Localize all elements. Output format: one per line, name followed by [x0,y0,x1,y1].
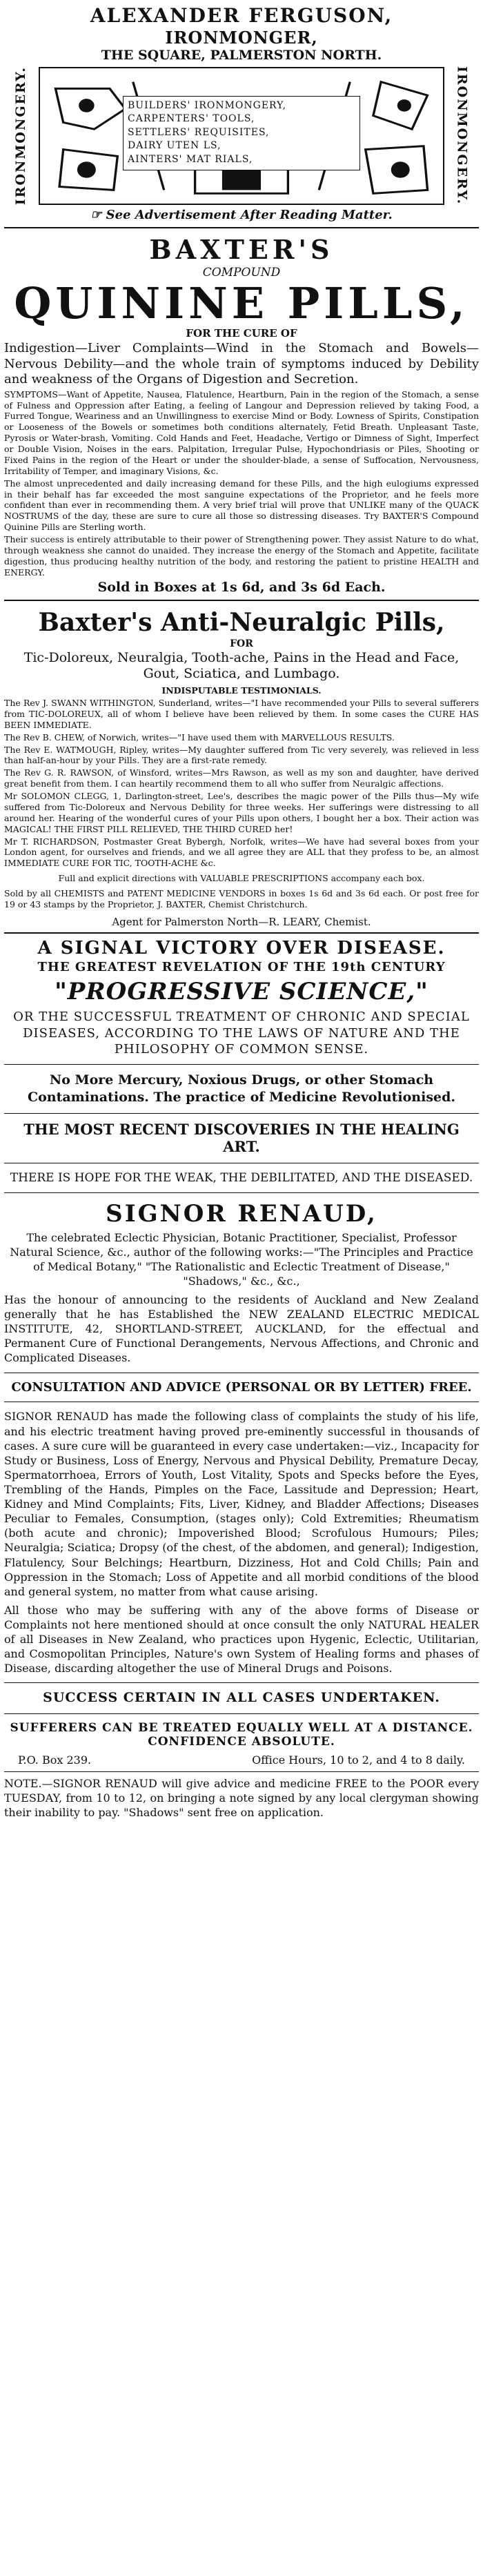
progressive-science: "PROGRESSIVE SCIENCE," [55,977,428,1005]
divider [4,1192,479,1193]
ferguson-side-label-right: IRONMONGERY. [454,66,470,206]
success-certain: SUCCESS CERTAIN IN ALL CASES UNDERTAKEN. [43,1690,440,1706]
anti-indications: Tic-Doloreux, Neuralgia, Tooth-ache, Pains in the Head and Face, Gout, Sciatica, and Lumbago. [23,649,460,682]
institute-announcement: Has the honour of announcing to the residents of Auckland and New Zealand generally that he has Established the NEW ZEALAND ELECTRIC MEDICAL INSTITUTE, 42, SHORTLAND-STREET, AUCKLAND, for the effectual and Permanent Cure of Functional Derangements, Nervous Affections, and Chronic and Complicated Diseases. [4,1292,479,1365]
quinine-indications: Indigestion—Liver Complaints—Wind in the Stomach and Bowels—Nervous Debility—and the whole train of symptoms induced by Debility and weakness of the Organs of Digestion and Secretion. [4,341,479,387]
ferguson-engraving [39,67,444,205]
directions-note: Full and explicit directions with VALUABLE PRESCRIPTIONS accompany each box. [58,873,425,884]
treatment-text: OR THE SUCCESSFUL TREATMENT OF CHRONIC AND SPECIAL DISEASES, ACCORDING TO THE LAWS OF NATURE AND THE PHILOSOPHY OF COMMON SENSE. [13,1010,470,1056]
sufferers-distance: SUFFERERS CAN BE TREATED EQUALLY WELL AT A DISTANCE. CONFIDENCE ABSOLUTE. [10,1720,473,1749]
testimonial: The Rev G. R. RAWSON, of Winsford, writes—Mrs Rawson, as well as my son and daughter, have derived great benefit from them. I can heartily recommend them to all who suffer from Neuralgic affections. [4,767,479,789]
baxter-anti-neuralgic-advert [4,608,479,928]
office-hours: Office Hours, 10 to 2, and 4 to 8 daily. [252,1753,465,1767]
quinine-pills-title: QUININE PILLS, [14,277,469,328]
for-the-cure-of: FOR THE CURE OF [186,326,297,340]
complaints-list: SIGNOR RENAUD has made the following class of complaints the study of his life, and his electric treatment having proved pre-eminently successful in thousands of cases. A sure cure will be guaranteed in every case undertaken:—viz., Incapacity for Study or Business, Loss of Energy, Nervous and Physical Debility, Premature Decay, Spermatorrhoea, Errors of Youth, Lost Vitality, Spots and Specks before the Eyes, Trembling of the Hands, Pimples on the Face, Lassitude and Depression; Heart, Kidney and Mind Complaints; Fits, Liver, Kidney, and Bladder Affections; Diseases Peculiar to Females, Consumption, (stages only); Cold Extremities; Rheumatism (both acute and chronic); Impoverished Blood; Scrofulous Humours; Piles; Neuralgia; Sciatica; Dropsy (of the chest, of the abdomen, and general); Indigestion, Flatulency, Sour Belchings; Heartburn, Dizziness, Hot and Cold Chills; Pain and Oppression in the Stomach; Loss of Appetite and all morbid conditions of the blood and general system, no matter from what cause arising. [4,1410,479,1598]
quinine-success: Their success is entirely attributable to their power of Strengthening power. They assist Nature to do what, through weakness she cannot do unaided. They increase the energy of the Stomach and Appetite, facilitate digestion, thus producing healthy nutrition of the body, and restoring the patient to pristine HEALTH and ENERGY. [4,534,479,578]
goods-line: CARPENTERS' TOOLS, [128,113,255,125]
ferguson-advert [4,4,479,223]
ferguson-side-label-left: IRONMONGERY. [13,66,29,206]
signor-renaud-name: SIGNOR RENAUD, [106,1200,377,1228]
anti-for: FOR [230,638,253,649]
testimonial: The Rev B. CHEW, of Norwich, writes—"I have used them with MARVELLOUS RESULTS. [4,731,395,743]
no-more-mercury: No More Mercury, Noxious Drugs, or other Stomach Contaminations. The practice of Medicine Revolutionised. [27,1072,456,1105]
agent-line: Agent for Palmerston North—R. LEARY, Chemist. [112,915,371,928]
greatest-revelation: THE GREATEST REVELATION OF THE 19th CENTURY [37,959,446,974]
divider [4,227,479,228]
ferguson-illustration-row [4,67,479,205]
goods-line: BUILDERS' IRONMONGERY, [128,99,287,111]
divider [4,600,479,601]
testimonial: Mr SOLOMON CLEGG, 1, Darlington-street, Lee's, describes the magic power of the Pills thus—My wife suffered from Tic-Doloreux and Nervous Debility for three weeks. Her sufferings were distressing to all around her. Hearing of the wonderful cures of your Pills upon others, I bought her a box. Their action was MAGICAL! THE FIRST PILL RELIEVED, THE THIRD CURED her! [4,791,479,834]
baxter-name: BAXTER'S [149,233,334,265]
divider [4,1713,479,1714]
po-box: P.O. Box 239. [18,1753,92,1767]
divider [4,1771,479,1772]
ferguson-goods-list [123,96,360,170]
natural-healer: All those who may be suffering with any of the above forms of Disease or Complaints not here mentioned should at once consult the only NATURAL HEALER of all Diseases in New Zealand, who practices upon Hygenic, Eclectic, Utilitarian, and Cosmopolitan Principles, Nature's own System of Healing forms and phases of Disease, discarding altogether the use of Mineral Drugs and Poisons. [4,1603,479,1675]
there-is-hope: THERE IS HOPE FOR THE WEAK, THE DEBILITATED, AND THE DISEASED. [10,1170,473,1185]
divider [4,1113,479,1114]
ferguson-see-advert: ☞ See Advertisement After Reading Matter. [90,207,393,222]
divider [4,1064,479,1065]
consultation-free: CONSULTATION AND ADVICE (PERSONAL OR BY LETTER) FREE. [11,1379,472,1395]
quinine-symptoms: SYMPTOMS—Want of Appetite, Nausea, Flatulence, Heartburn, Pain in the region of the Stomach, a sense of Fulness and Oppression after Eating, a feeling of Langour and Depression relieved by taking Food, a Furred Tongue, Weariness and an Unwillingness to exercise Mind or Body. Lowness of Spirits, Constipation or Looseness of the Bowels or sometimes both conditions alternately, Fetid Breath. Unpleasant Taste, Pyrosis or Water-brash, Vomiting. Cold Hands and Feet, Headache, Vertigo or Dimness of Sight, Imperfect or Double Vision, Noises in the ears. Palpitation, Irregular Pulse, Hypochondriasis or Piles, Shooting or Fixed Pains in the region of the Heart or under the shoulder-blade, a sense of Suffocation, Nervousness, Irritability of Temper, and imaginary Visions, &c. [4,389,479,476]
renaud-advert [4,938,479,1820]
testimonial: The Rev J. SWANN WITHINGTON, Sunderland, writes—"I have recommended your Pills to several sufferers from TIC-DOLOREUX, all of whom I believe have been relieved by them. In some cases the CURE HAS BEEN IMMEDIATE. [4,698,479,730]
contact-row [4,1753,479,1767]
baxter-compound: COMPOUND [202,265,281,279]
divider [4,1682,479,1683]
testimonial: Mr T. RICHARDSON, Postmaster Great Bybergh, Norfolk, writes—We have had several boxes from your London agent, for ourselves and friends, and we all agree they are ALL that they profess to be, an almost IMMEDIATE CURE FOR TIC, TOOTH-ACHE &c. [4,836,479,869]
anti-neuralgic-title: Baxter's Anti-Neuralgic Pills, [38,607,445,637]
goods-line: SETTLERS' REQUISITES, [128,126,270,138]
most-recent-discoveries: THE MOST RECENT DISCOVERIES IN THE HEALING ART. [23,1120,460,1156]
ferguson-name: ALEXANDER FERGUSON, [90,4,393,27]
goods-line: AINTERS' MAT RIALS, [128,153,253,165]
ferguson-address: THE SQUARE, PALMERSTON NORTH. [101,48,382,63]
signal-victory-heading: A SIGNAL VICTORY OVER DISEASE. [37,938,446,959]
testimonial: The Rev E. WATMOUGH, Ripley, writes—My daughter suffered from Tic very severely, was relieved in less than half-an-hour by your Pills. They are a first-rate remedy. [4,744,479,766]
celebrated-physician: The celebrated Eclectic Physician, Botanic Practitioner, Specialist, Professor Natural Science, &c., author of the following works:—"The Principles and Practice of Medical Botany," "The Rationalistic and Eclectic Treatment of Disease," "Shadows," &c., &c., [10,1230,473,1288]
goods-line: DAIRY UTEN LS, [128,140,221,152]
quinine-price: Sold in Boxes at 1s 6d, and 3s 6d Each. [97,579,386,595]
baxter-quinine-advert [4,234,479,596]
divider [4,932,479,934]
ferguson-trade: IRONMONGER, [165,28,318,48]
testimonials-heading: INDISPUTABLE TESTIMONIALS. [161,685,322,696]
note-poor: NOTE.—SIGNOR RENAUD will give advice and medicine FREE to the POOR every TUESDAY, from 10 to 12, on bringing a note signed by any local clergyman showing their inability to pay. "Shadows" sent free on application. [4,1776,479,1819]
anti-sold: Sold by all CHEMISTS and PATENT MEDICINE VENDORS in boxes 1s 6d and 3s 6d each. Or post free for 19 or 43 stamps by the Proprietor, J. BAXTER, Chemist Christchurch. [4,888,479,910]
quinine-demand: The almost unprecedented and daily increasing demand for these Pills, and the high eulogiums expressed in their behalf has far exceeded the most sanguine expectations of the Proprietor, and he feels more confident than ever in recommending them. A very brief trial will prove that UNLIKE many of the QUACK NOSTRUMS of the day, these are sure to cure all those so distressing diseases. Try BAXTER'S Compound Quinine Pills are Sterling worth. [4,478,479,533]
